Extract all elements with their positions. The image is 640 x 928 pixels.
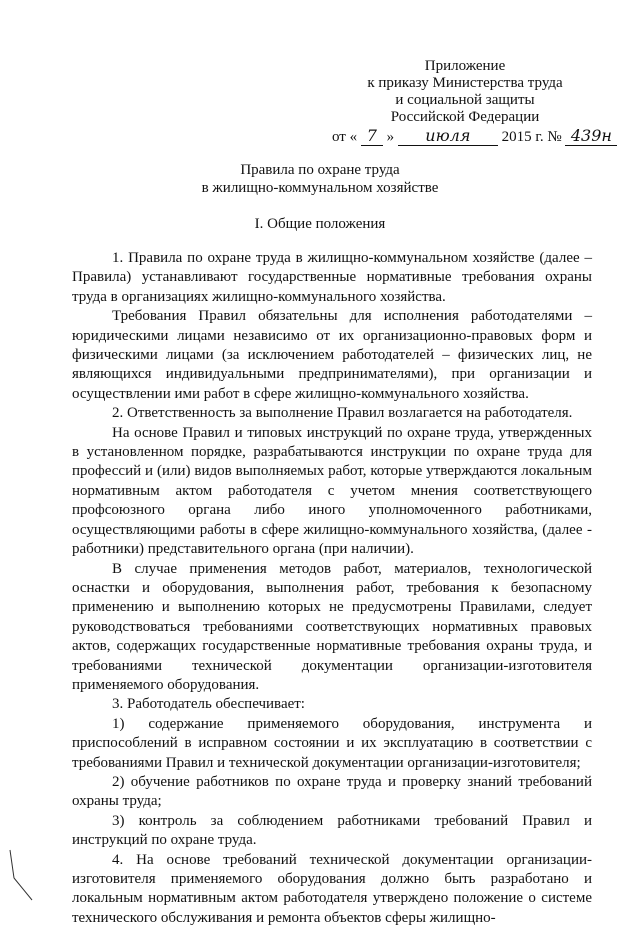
list-item: 2) обучение работников по охране труда и проверку знаний требований охраны труда; <box>72 773 592 810</box>
header-line-1: Приложение <box>424 58 506 74</box>
header-line-2: к приказу Министерства труда <box>367 75 563 91</box>
order-date-line <box>332 126 617 146</box>
header-line-4: Российской Федерации <box>390 109 540 125</box>
document-title-line-2: в жилищно-коммунальном хозяйстве <box>201 180 439 196</box>
paragraph: В случае применения методов работ, материалов, технологической оснастки и оборудования, выполнения работ, требования к безопасному применению и выполнению которых не предусмотрены Правилами, следует руководствоваться требованиями соответствующих нормативных правовых актов, содержащих государственные нормативные требования охраны труда, и требованиями технической документации организации-изготовителя применяемого оборудования. <box>72 560 592 693</box>
date-mid: » <box>386 129 395 145</box>
header-line-3: и социальной защиты <box>395 92 535 108</box>
document-title-line-1: Правила по охране труда <box>240 162 400 178</box>
date-year: 2015 г. № <box>501 129 562 145</box>
paragraph: 4. На основе требований технической документации организации-изготовителя применяемого оборудования должно быть разработано и локальным нормативным актом работодателя утверждено положение о системе технического обслуживания и ремонта объектов сферы жилищно- <box>72 851 592 926</box>
date-prefix: от « <box>332 129 358 145</box>
paragraph: Требования Правил обязательны для исполнения работодателями – юридическими лицами независимо от их организационно-правовых форм и физическими лицами (за исключением работодателей – физических лиц, не являющихся индивидуальными предпринимателями), при организации и осуществлении ими работ в сфере жилищно-коммунального хозяйства. <box>72 308 592 402</box>
paragraph: На основе Правил и типовых инструкций по охране труда, утвержденных в установленном порядке, разрабатываются инструкции по охране труда для профессий и (или) видов выполняемых работ, которые утверждаются локальным нормативным актом работодателя с учетом мнения соответствующего профсоюзного органа либо иного уполномоченного работниками, осуществляющими работы в сфере жилищно-коммунального хозяйства, (далее - работники) представительного органа (при наличии). <box>72 424 592 558</box>
section-heading: I. Общие положения <box>254 216 386 232</box>
paragraph: 3. Работодатель обеспечивает: <box>112 696 305 713</box>
list-item: 3) контроль за соблюдением работниками требований Правил и инструкций по охране труда. <box>72 812 592 849</box>
document-body <box>72 249 592 928</box>
paragraph: 1. Правила по охране труда в жилищно-коммунальном хозяйстве (далее – Правила) устанавливают государственные нормативные требования охраны труда в организациях жилищно-коммунального хозяйства. <box>72 250 592 305</box>
date-month: июля <box>398 126 498 146</box>
date-day: 7 <box>361 126 383 146</box>
paragraph: 2. Ответственность за выполнение Правил возлагается на работодателя. <box>112 405 573 422</box>
list-item: 1) содержание применяемого оборудования, инструмента и приспособлений в исправном состоянии и их эксплуатацию в соответствии с требованиями Правил и технической документации организации-изготовителя; <box>72 715 592 771</box>
appendix-header <box>330 58 600 126</box>
order-number: 439н <box>565 126 617 146</box>
scan-margin-mark <box>8 848 38 903</box>
